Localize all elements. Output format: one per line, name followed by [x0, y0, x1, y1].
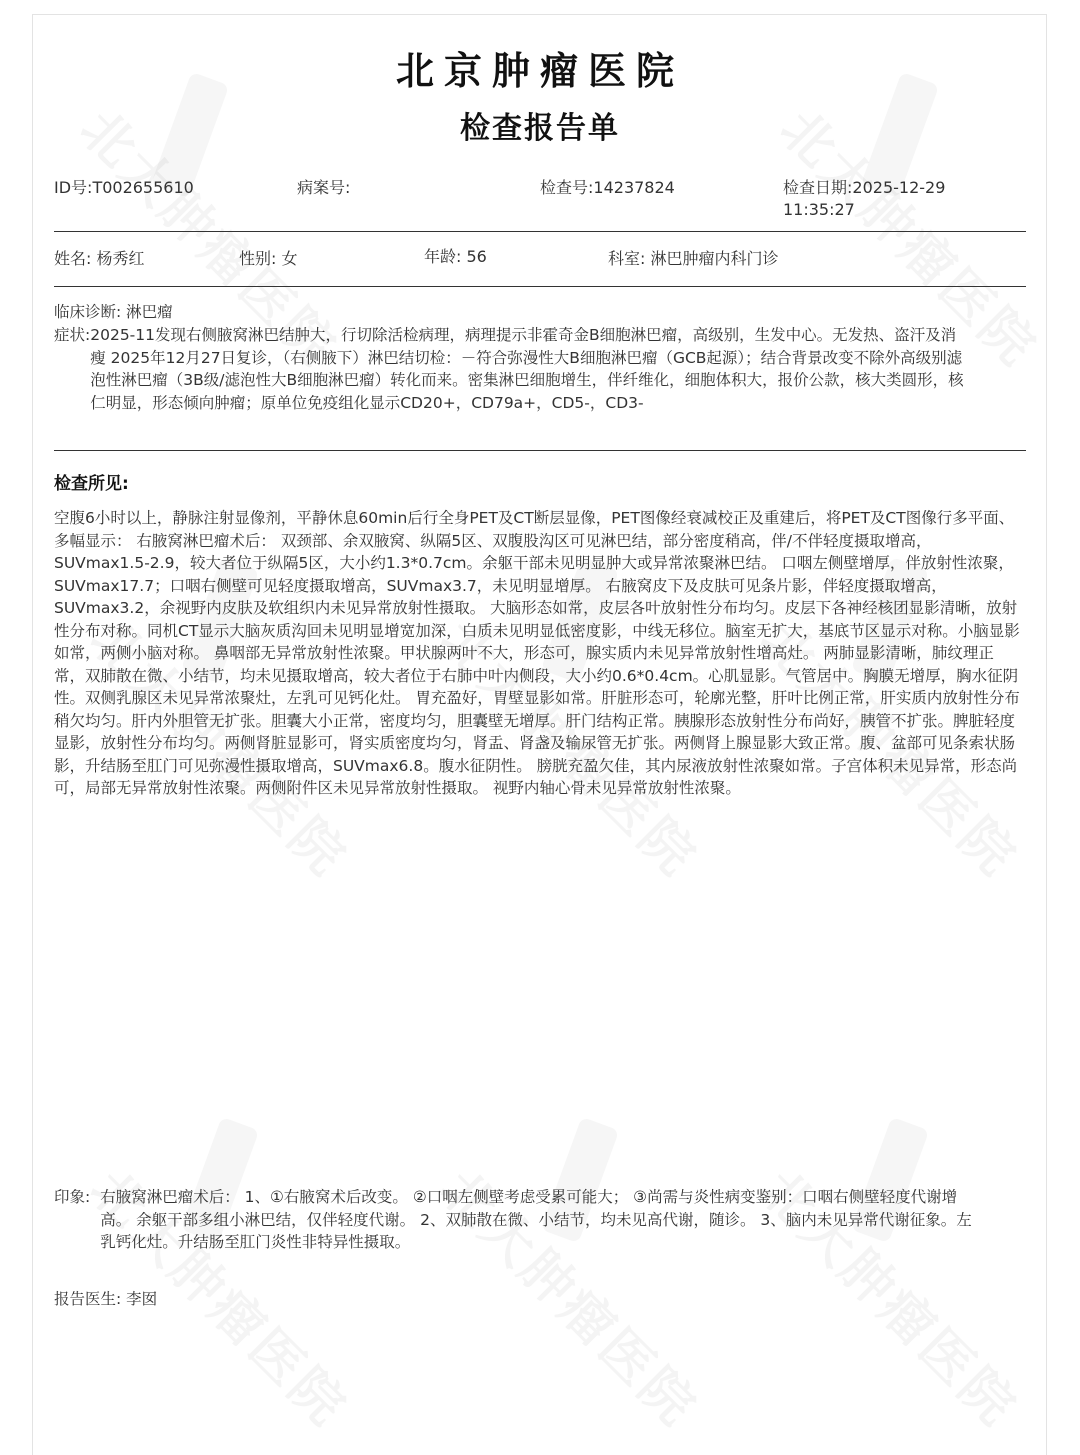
id-value: T002655610	[92, 178, 194, 197]
impression-label: 印象:	[54, 1188, 91, 1206]
sex-label: 性别:	[239, 249, 277, 268]
sex-field	[239, 248, 298, 270]
dept-field	[608, 248, 779, 270]
clinical-diagnosis	[54, 301, 994, 324]
name-field	[54, 248, 145, 270]
symptom-text: 2025-11发现右侧腋窝淋巴结肿大，行切除活检病理，病理提示非霍奇金B细胞淋巴瘤，高级别，生发中心。无发热、盗汗及消瘦 2025年12月27日复诊，（右侧腋下）淋巴结切检：－符合弥漫性大B细胞淋巴瘤（GCB起源）；结合背景改变不除外高级别滤泡性淋巴瘤（3B级/滤泡性大B细胞淋巴瘤）转化而来。密集淋巴细胞增生，伴纤维化，细胞体积大，报价公款，核大类圆形，核仁明显，形态倾向肿瘤；原单位免疫组化显示CD20+，CD79a+，CD5-，CD3-	[90, 326, 964, 412]
case-field	[297, 177, 350, 199]
findings-title: 检查所见:	[54, 474, 129, 494]
exam-time-value: 11:35:27	[783, 200, 855, 219]
exam-date-label: 检查日期:	[783, 178, 853, 197]
dept-label: 科室:	[608, 249, 646, 268]
exam-no-label: 检查号:	[540, 178, 594, 197]
divider	[54, 450, 1026, 451]
name-value: 杨秀红	[96, 249, 145, 268]
report-title: 检查报告单	[460, 111, 620, 146]
doctor-label: 报告医生:	[54, 1290, 122, 1308]
id-field	[54, 177, 194, 199]
symptoms	[54, 324, 969, 414]
sex-value: 女	[281, 249, 298, 268]
age-label: 年龄:	[424, 247, 462, 266]
exam-date-value: 2025-12-29	[852, 178, 946, 197]
name-label: 姓名:	[54, 249, 92, 268]
impression	[54, 1186, 976, 1254]
impression-text: 右腋窝淋巴瘤术后： 1、①右腋窝术后改变。 ②口咽左侧壁考虑受累可能大； ③尚需与炎性病变鉴别：口咽右侧壁轻度代谢增高。 余躯干部多组小淋巴结，仅伴轻度代谢。 2、双肺散在微、小结节，均未见高代谢，随诊。 3、脑内未见异常代谢征象。左乳钙化灶。升结肠至肛门炎性非特异性摄取。	[100, 1188, 972, 1251]
exam-no-value: 14237824	[593, 178, 675, 197]
divider	[54, 231, 1026, 232]
exam-no-field	[540, 177, 675, 199]
case-label: 病案号:	[297, 178, 351, 197]
id-label: ID号:	[54, 178, 93, 197]
diagnosis-value: 淋巴瘤	[126, 303, 173, 321]
symptom-label: 症状:	[54, 326, 91, 344]
age-field	[424, 246, 487, 268]
findings-text: 空腹6小时以上，静脉注射显像剂，平静休息60min后行全身PET及CT断层显像，PET图像经衰减校正及重建后，将PET及CT图像行多平面、多幅显示： 右腋窝淋巴瘤术后： 双颈部、余双腋窝、纵隔5区、双腹股沟区可见淋巴结，部分密度稍高，伴/不伴轻度摄取增高，SUVmax1.5-2.9，较大者位于纵隔5区，大小约1.3*0.7cm。余躯干部未见明显肿大或异常浓聚淋巴结。 口咽左侧壁增厚，伴放射性浓聚，SUVmax17.7；口咽右侧壁可见轻度摄取增高，SUVmax3.7，未见明显增厚。 右腋窝皮下及皮肤可见条片影，伴轻度摄取增高，SUVmax3.2，余视野内皮肤及软组织内未见异常放射性摄取。 大脑形态如常，皮层各叶放射性分布均匀。皮层下各神经核团显影清晰，放射性分布对称。同机CT显示大脑灰质沟回未见明显增宽加深，白质未见明显低密度影，中线无移位。脑室无扩大，基底节区显示对称。小脑显影如常，两侧小脑对称。 鼻咽部无异常放射性浓聚。甲状腺两叶不大，形态可，腺实质内未见异常放射性增高灶。 两肺显影清晰，肺纹理正常，双肺散在微、小结节，均未见摄取增高，较大者位于右肺中叶内侧段，大小约0.6*0.4cm。心肌显影。气管居中。胸膜无增厚，胸水征阴性。双侧乳腺区未见异常浓聚灶，左乳可见钙化灶。 胃充盈好，胃壁显影如常。肝脏形态可，轮廓光整，肝叶比例正常，肝实质内放射性分布稍欠均匀。肝内外胆管无扩张。胆囊大小正常，密度均匀，胆囊壁无增厚。肝门结构正常。胰腺形态放射性分布尚好，胰管不扩张。脾脏轻度显影，放射性分布均匀。两侧肾脏显影可，肾实质密度均匀，肾盂、肾盏及输尿管无扩张。两侧肾上腺显影大致正常。腹、盆部可见条索状肠影，升结肠至肛门可见弥漫性摄取增高，SUVmax6.8。腹水征阴性。 膀胱充盈欠佳，其内尿液放射性浓聚如常。子宫体积未见异常，形态尚可，局部无异常放射性浓聚。两侧附件区未见异常放射性摄取。 视野内轴心骨未见异常放射性浓聚。	[54, 509, 1020, 797]
age-value: 56	[466, 247, 487, 266]
hospital-name: 北京肿瘤医院	[395, 49, 684, 93]
doctor-name: 李囡	[126, 1290, 158, 1308]
diagnosis-label: 临床诊断:	[54, 303, 122, 321]
dept-value: 淋巴肿瘤内科门诊	[650, 249, 779, 268]
report-doctor	[54, 1288, 157, 1311]
divider	[54, 286, 1026, 287]
exam-date-field	[783, 177, 945, 221]
